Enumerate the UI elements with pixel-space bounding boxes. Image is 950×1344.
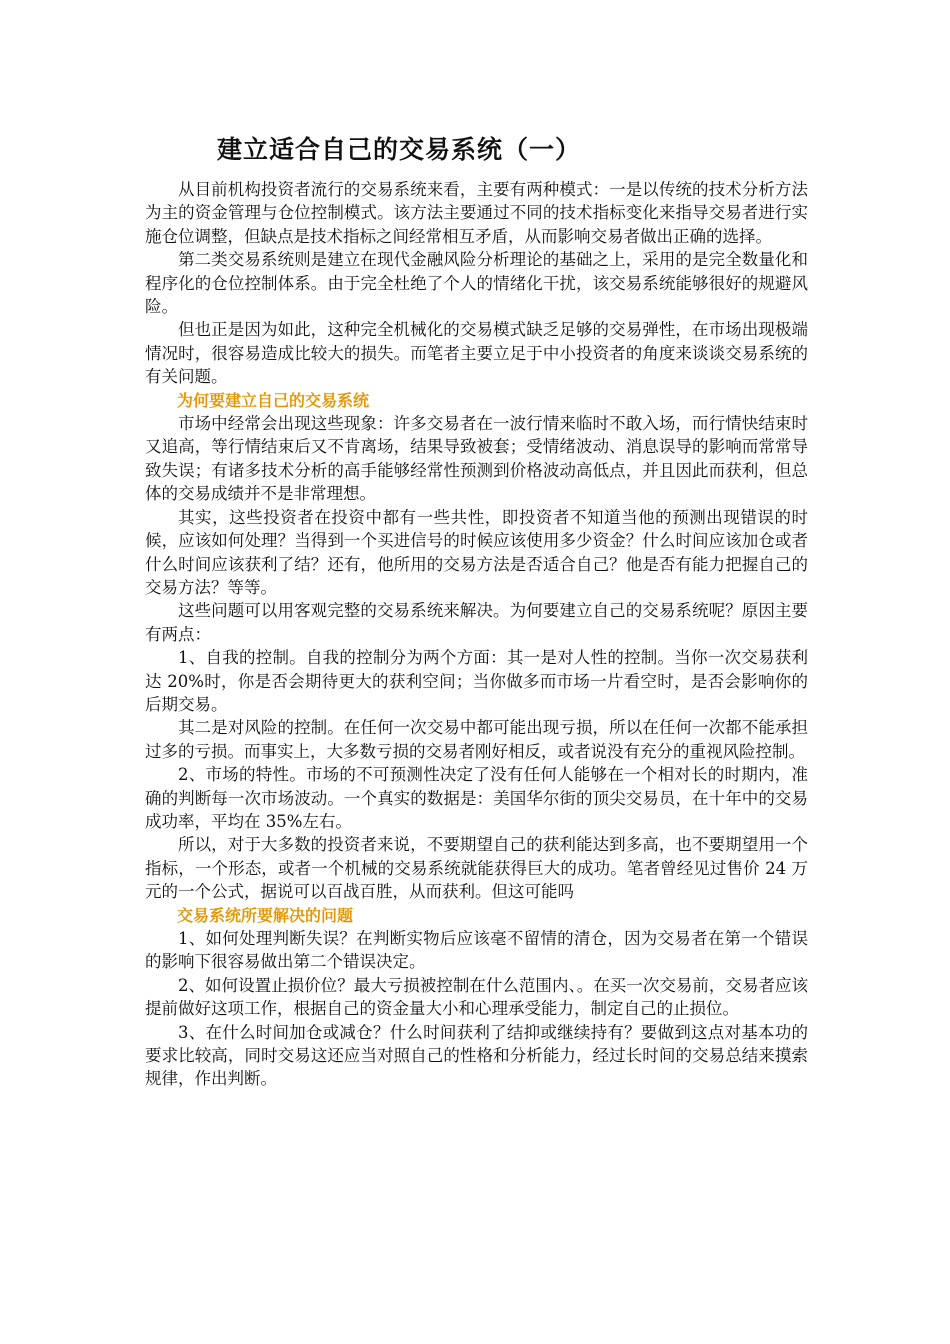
section1-paragraph: 其二是对风险的控制。在任何一次交易中都可能出现亏损，所以在任何一次都不能承担过多的亏损。而事实上，大多数亏损的交易者刚好相反，或者说没有充分的重视风险控制。 <box>145 718 808 761</box>
section2-paragraph: 2、如何设置止损价位？最大亏损被控制在什么范围内、。在买一次交易前，交易者应该提前做好这项工作，根据自己的资金量大小和心理承受能力，制定自己的止损位。 <box>145 975 808 1019</box>
section1-paragraph: 2、市场的特性。市场的不可预测性决定了没有任何人能够在一个相对长的时期内，准确的判断每一次市场波动。一个真实的数据是：美国华尔街的顶尖交易员，在十年中的交易成功率，平均在 35%左右。 <box>145 765 808 831</box>
section2-paragraph: 1、如何处理判断失误？在判断实物后应该毫不留情的清仓，因为交易者在第一个错误的影响下很容易做出第二个错误决定。 <box>145 929 808 972</box>
section-heading-problems: 交易系统所要解决的问题 <box>177 905 354 925</box>
document-title: 建立适合自己的交易系统（一） <box>217 135 582 164</box>
intro-paragraph-3: 但也正是因为如此，这种完全机械化的交易模式缺乏足够的交易弹性，在市场出现极端情况时，很容易造成比较大的损失。而笔者主要立足于中小投资者的角度来谈谈交易系统的有关问题。 <box>145 320 808 387</box>
section1-paragraph: 这些问题可以用客观完整的交易系统来解决。为何要建立自己的交易系统呢？原因主要有两点： <box>145 601 808 644</box>
section2-paragraph: 3、在什么时间加仓或减仓？什么时间获利了结抑或继续持有？要做到这点对基本功的要求比较高，同时交易这还应当对照自己的性格和分析能力，经过长时间的交易总结来摸索规律，作出判断。 <box>145 1022 808 1089</box>
intro-paragraph-1: 从目前机构投资者流行的交易系统来看，主要有两种模式：一是以传统的技术分析方法为主的资金管理与仓位控制模式。该方法主要通过不同的技术指标变化来指导交易者进行实施仓位调整，但缺点是技术指标之间经常相互矛盾，从而影响交易者做出正确的选择。 <box>145 180 808 246</box>
intro-paragraph-2: 第二类交易系统则是建立在现代金融风险分析理论的基础之上，采用的是完全数量化和程序化的仓位控制体系。由于完全杜绝了个人的情绪化干扰，该交易系统能够很好的规避风险。 <box>145 250 808 317</box>
section1-paragraph: 市场中经常会出现这些现象：许多交易者在一波行情来临时不敢入场，而行情快结束时又追高，等行情结束后又不肯离场，结果导致被套；受情绪波动、消息误导的影响而常常导致失误；有诸多技术分析的高手能够经常性预测到价格波动高低点，并且因此而获利，但总体的交易成绩并不是非常理想。 <box>145 414 808 504</box>
section1-paragraph: 其实，这些投资者在投资中都有一些共性，即投资者不知道当他的预测出现错误的时候，应该如何处理？当得到一个买进信号的时候应该使用多少资金？什么时间应该加仓或者什么时间应该获利了结？还有，他所用的交易方法是否适合自己？他是否有能力把握自己的交易方法？等等。 <box>145 507 808 597</box>
section1-paragraph: 1、自我的控制。自我的控制分为两个方面：其一是对人性的控制。当你一次交易获利达 20%时，你是否会期待更大的获利空间；当你做多而市场一片看空时，是否会影响你的后期交易。 <box>145 648 808 714</box>
document-body <box>145 178 808 1091</box>
section1-paragraph: 所以，对于大多数的投资者来说，不要期望自己的获利能达到多高，也不要期望用一个指标，一个形态，或者一个机械的交易系统就能获得巨大的成功。笔者曾经见过售价 24 万元的一个公式，据说可以百战百胜，从而获利。但这可能吗 <box>145 835 808 902</box>
section-heading-why: 为何要建立自己的交易系统 <box>177 390 370 410</box>
